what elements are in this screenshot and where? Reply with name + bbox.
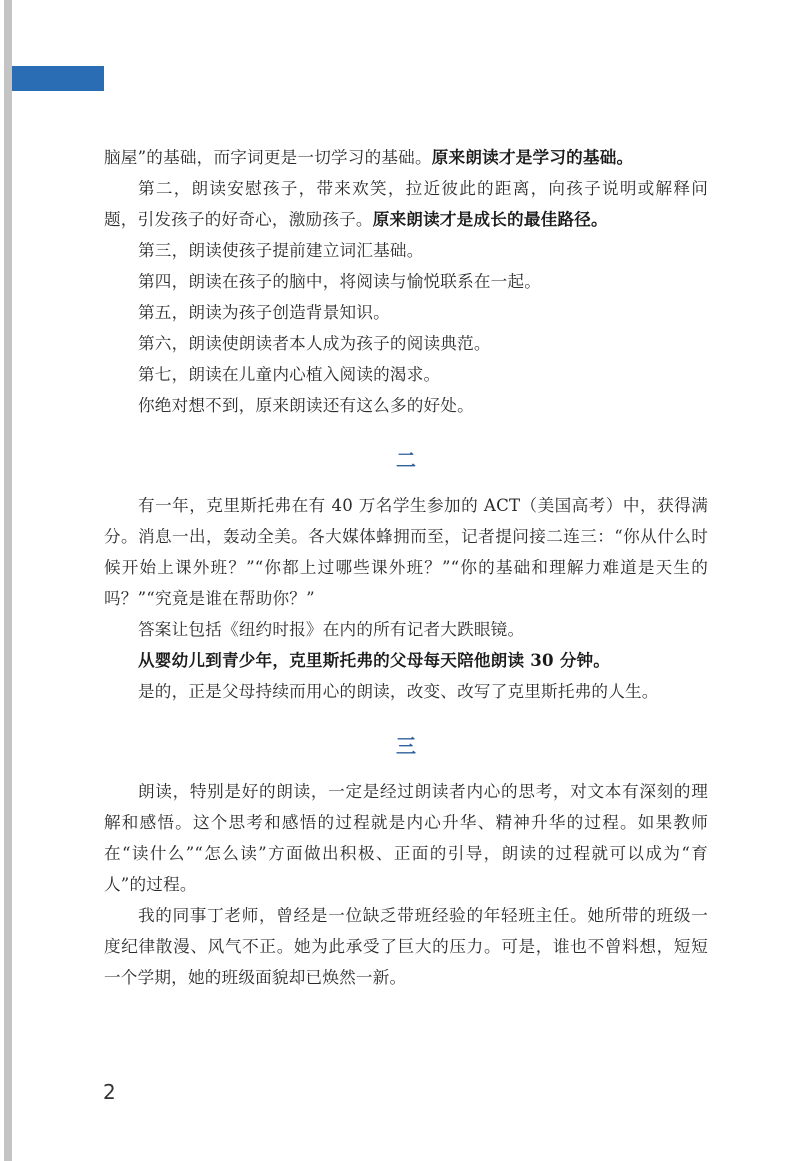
paragraph: 答案让包括《纽约时报》在内的所有记者大跌眼镜。 (138, 620, 525, 639)
paragraph: 是的，正是父母持续而用心的朗读，改变、改写了克里斯托弗的人生。 (138, 682, 659, 701)
list-item: 第三，朗读使孩子提前建立词汇基础。 (138, 241, 424, 260)
paragraph (104, 173, 708, 235)
text: 脑屋”的基础，而字词更是一切学习的基础。 (104, 148, 432, 167)
text: 第二，朗读安慰孩子，带来欢笑，拉近彼此的距离，向孩子说明或解释问题，引发孩子的好奇心，激励孩子。 (104, 179, 708, 229)
bold-text: 从婴幼儿到青少年，克里斯托弗的父母每天陪他朗读 30 分钟。 (138, 650, 611, 670)
paragraph (104, 645, 708, 676)
page-body (104, 142, 708, 993)
page-number: 2 (103, 1080, 116, 1104)
paragraph: 我的同事丁老师，曾经是一位缺乏带班经验的年轻班主任。她所带的班级一度纪律散漫、风气不正。她为此承受了巨大的压力。可是，谁也不曾料想，短短一个学期，她的班级面貌却已焕然一新。 (104, 906, 708, 987)
paragraph: 朗读，特别是好的朗读，一定是经过朗读者内心的思考，对文本有深刻的理解和感悟。这个思考和感悟的过程就是内心升华、精神升华的过程。如果教师在“读什么”“怎么读”方面做出积极、正面的引导，朗读的过程就可以成为“育人”的过程。 (104, 782, 708, 894)
list-item: 第七，朗读在儿童内心植入阅读的渴求。 (138, 365, 441, 384)
section-heading: 二 (396, 448, 416, 472)
page-spine-bar (4, 0, 12, 1161)
chapter-tab (12, 66, 104, 91)
section-heading: 三 (396, 734, 416, 758)
list-item: 第四，朗读在孩子的脑中，将阅读与愉悦联系在一起。 (138, 272, 542, 291)
paragraph: 有一年，克里斯托弗在有 40 万名学生参加的 ACT（美国高考）中，获得满分。消息一出，轰动全美。各大媒体蜂拥而至，记者提问接二连三：“你从什么时候开始上课外班？”“你都上过哪些课外班？”“你的基础和理解力难道是天生的吗？”“究竟是谁在帮助你？” (104, 496, 708, 608)
bold-text: 原来朗读才是学习的基础。 (431, 147, 634, 167)
paragraph (104, 142, 708, 173)
list-item: 你绝对想不到，原来朗读还有这么多的好处。 (138, 396, 474, 415)
list-item: 第六，朗读使朗读者本人成为孩子的阅读典范。 (138, 334, 491, 353)
list-item: 第五，朗读为孩子创造背景知识。 (138, 303, 390, 322)
bold-text: 原来朗读才是成长的最佳路径。 (372, 209, 608, 229)
